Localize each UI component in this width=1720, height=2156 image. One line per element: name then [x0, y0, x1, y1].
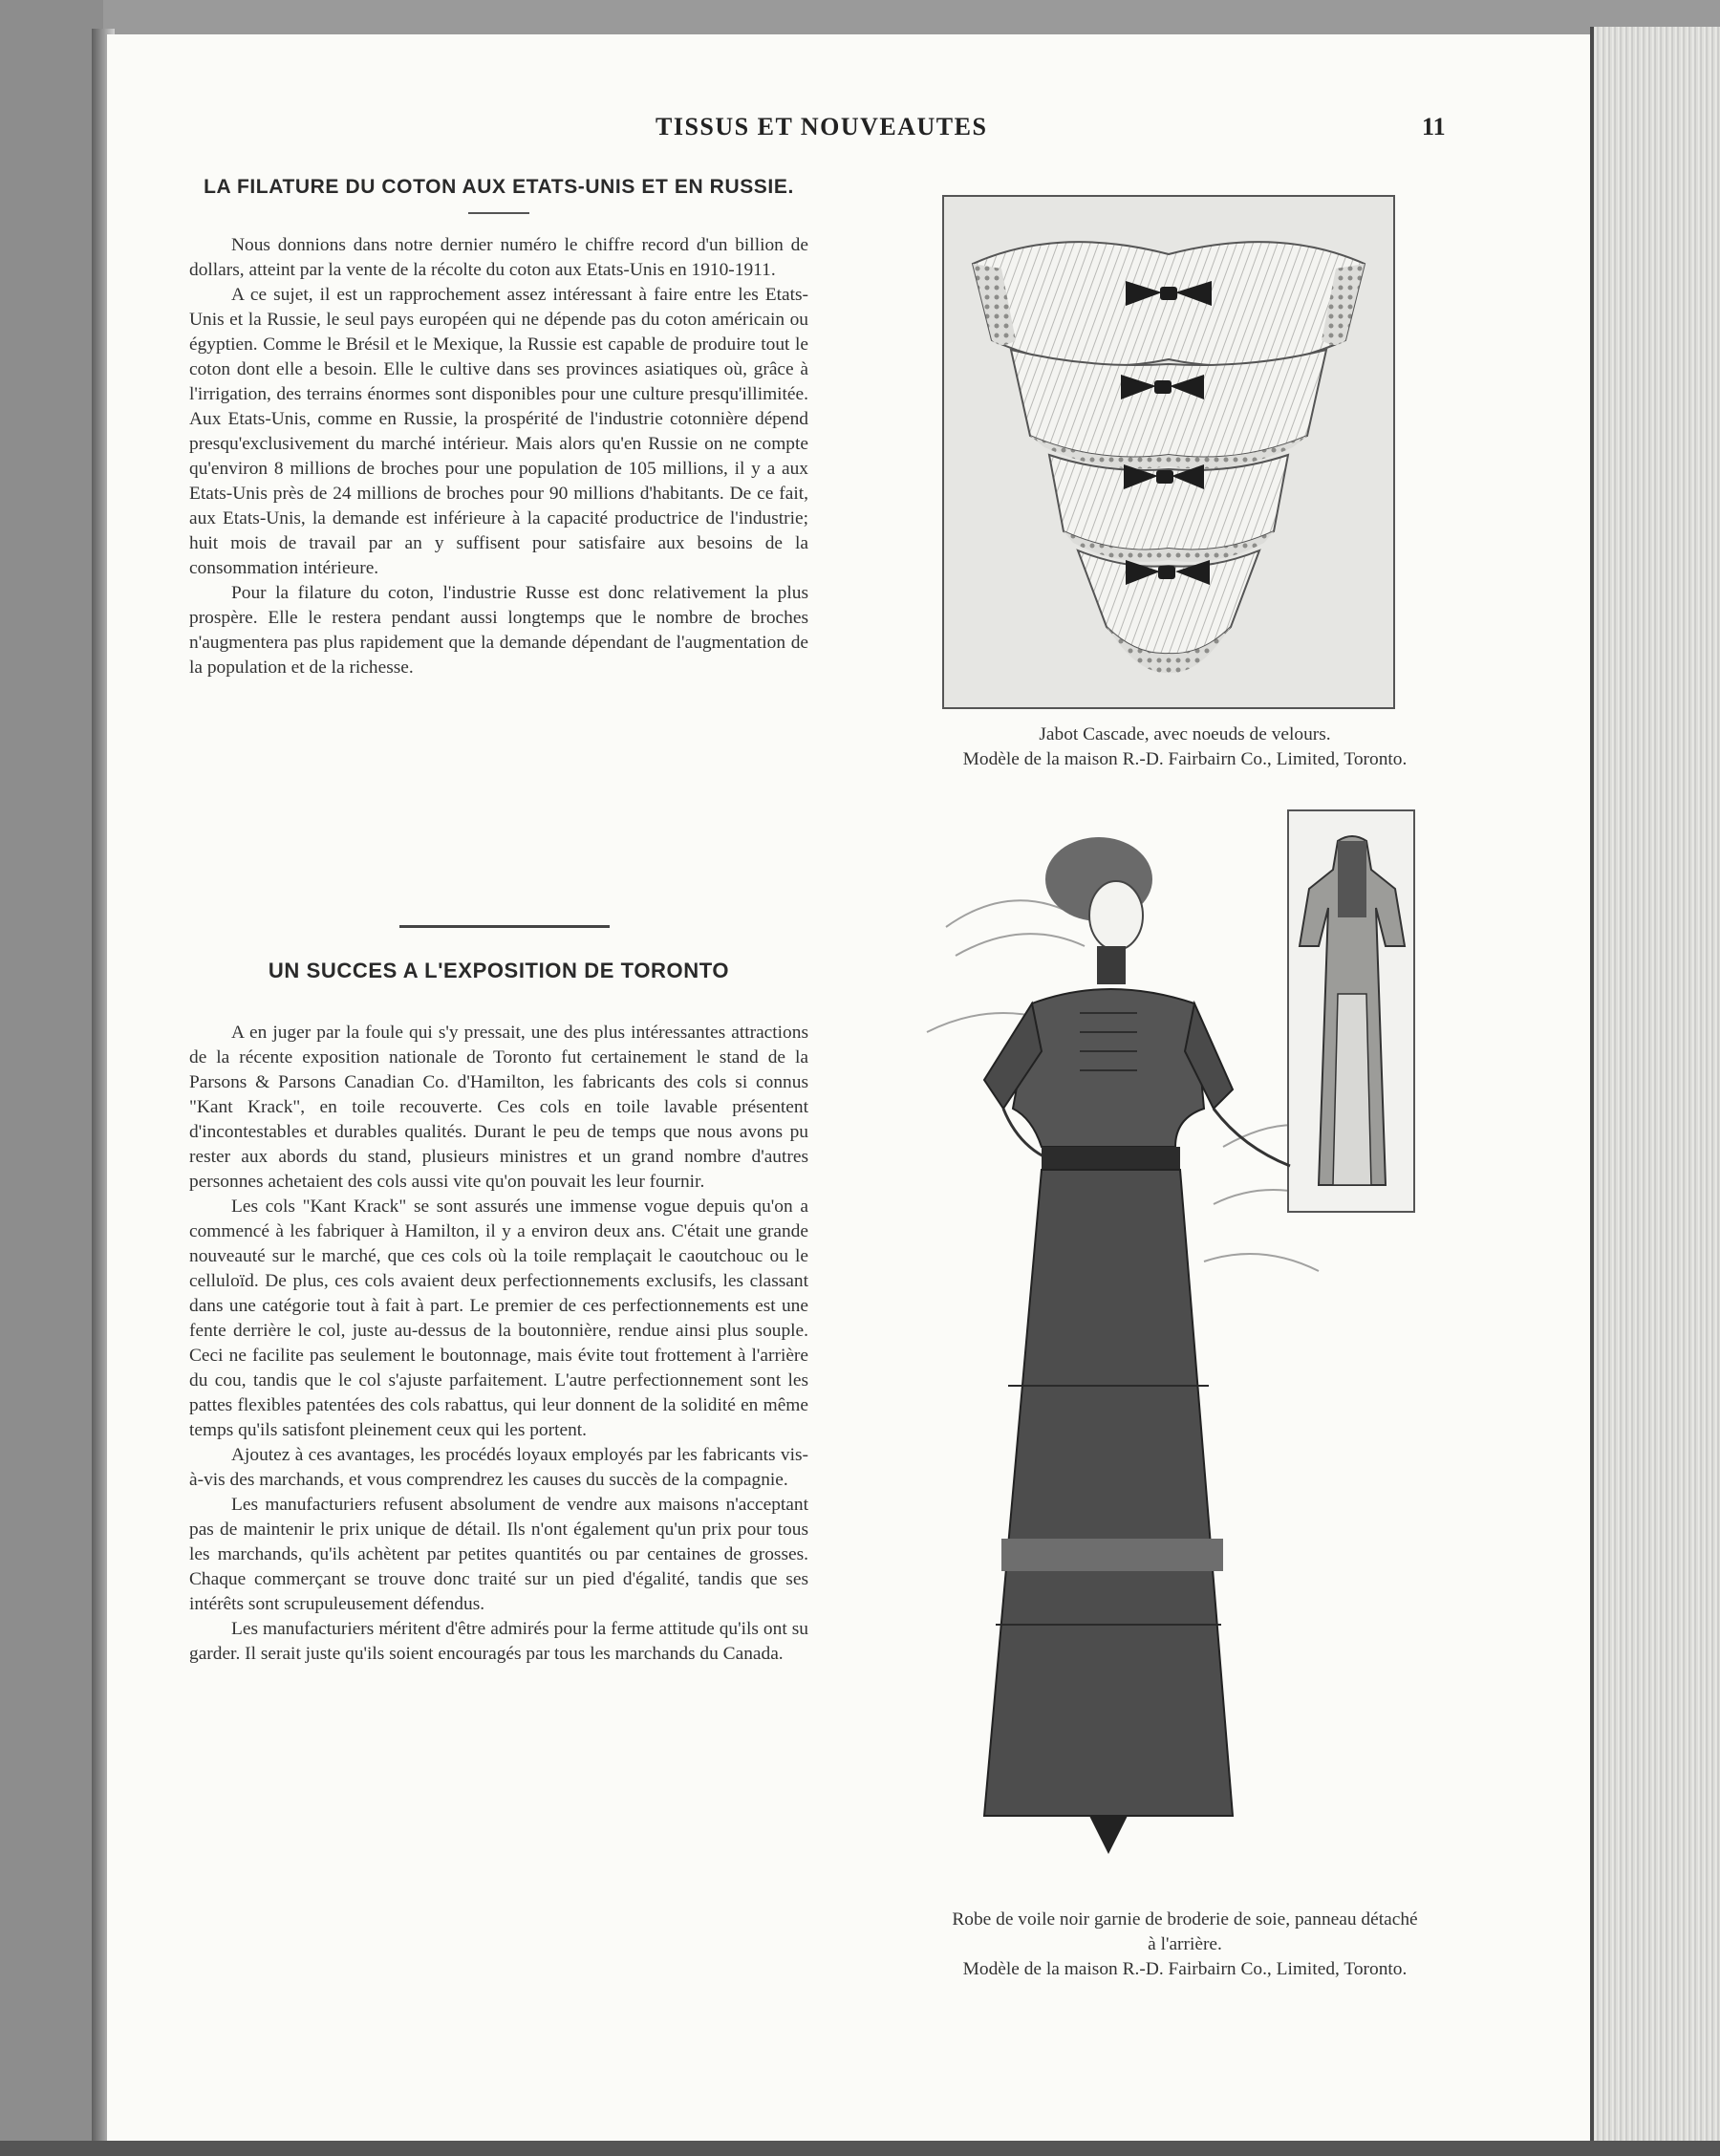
article-cotton — [189, 172, 808, 680]
article-body — [189, 233, 808, 680]
paragraph: Ajoutez à ces avantages, les procédés loyaux employés par les fabricants vis-à-vis des marchands, et vous comprendrez les causes du succès de la compagnie. — [189, 1445, 808, 1490]
dress-illustration — [889, 803, 1424, 1883]
scan-border-top — [0, 0, 1720, 38]
paragraph: Les cols "Kant Krack" se sont assurés une immense vogue depuis qu'on a commencé à les fabriquer à Hamilton, il y a environ deux ans. C'était une grande nouveauté sur le marché, que ces cols où la toile remplaçait le caoutchouc ou le celluloïd. De plus, ces cols avaient deux perfectionnements exclusifs, les classant dans une catégorie tout à fait à part. Le premier de ces perfectionnements est une fente derrière le col, juste au-dessus de la boutonnière, rendue ainsi plus souple. Ceci ne facilite pas seulement le boutonnage, mais évite tout frottement à l'arrière du cou, tandis que le col s'ajuste parfaitement. L'autre perfectionnement sont les pattes flexibles patentées des cols rabattus, qui leur donnent de la solidité en même temps qu'ils satisfont pleinement ceux qui les portent. — [189, 1197, 808, 1440]
paragraph: A en juger par la foule qui s'y pressait, une des plus intéressantes attractions de la récente exposition nationale de Toronto fut certainement le stand de la Parsons & Parsons Canadian Co. d'Hamilton, les fabricants des cols si connus "Kant Krack", en toile recouverte. Ces cols en toile lavable présentent d'incontestables et durables qualités. Durant le peu de temps que nous avons pu rester aux abords du stand, plusieurs ministres et un grand nombre d'autres personnes achetaient des cols aussi vite qu'on pouvait les leur fournir. — [189, 1023, 808, 1192]
paragraph: Les manufacturiers méritent d'être admirés pour la ferme attitude qu'ils ont su garder. Il serait juste qu'ils soient encouragés par tous les marchands du Canada. — [189, 1619, 808, 1664]
caption-line: Modèle de la maison R.-D. Fairbairn Co., Limited, Toronto. — [962, 1959, 1408, 1979]
scan-border-bottom — [0, 2141, 1720, 2156]
jabot-drawing — [944, 197, 1393, 707]
book-page-edges — [1594, 27, 1720, 2148]
caption-line: Jabot Cascade, avec noeuds de velours. — [1039, 724, 1331, 744]
article-body — [189, 1021, 808, 1667]
paragraph: A ce sujet, il est un rapprochement assez intéressant à faire entre les Etats-Unis et la Russie, le seul pays européen qui ne dépende pas du coton américain ou égyptien. Comme le Brésil et le Mexique, la Russie est capable de produire tout le coton dont elle a besoin. Elle le cultive dans ses provinces asiatiques où, grâce à l'irrigation, des terrains énormes sont disponibles pour une culture presqu'illimitée. Aux Etats-Unis, comme en Russie, la prospérité de l'industrie cotonnière dépend presqu'exclusivement du marché intérieur. Mais alors qu'en Russie on ne compte qu'environ 8 millions de broches pour une population de 105 millions, il y a aux Etats-Unis près de 24 millions de broches pour 90 millions d'habitants. De ce fait, aux Etats-Unis, la demande est inférieure à la capacité productrice de l'industrie; huit mois de travail par an y suffisent pour satisfaire aux besoins de la consommation intérieure. — [189, 285, 808, 578]
paragraph: Nous donnions dans notre dernier numéro le chiffre record d'un billion de dollars, atteint par la vente de la récolte du coton aux Etats-Unis en 1910-1911. — [189, 235, 808, 280]
dress-drawing — [889, 803, 1424, 1883]
article-title: UN SUCCES A L'EXPOSITION DE TORONTO — [268, 959, 730, 982]
section-divider — [399, 925, 610, 928]
figure1-caption — [860, 722, 1510, 772]
title-rule — [468, 212, 529, 214]
caption-line: Robe de voile noir garnie de broderie de soie, panneau détaché — [952, 1909, 1418, 1930]
paragraph: Pour la filature du coton, l'industrie Russe est donc relativement la plus prospère. Elle le restera pendant aussi longtemps que le nombre de broches n'augmentera pas plus rapidement que la demande dépendant de l'augmentation de la population et de la richesse. — [189, 583, 808, 678]
jabot-illustration — [942, 195, 1395, 709]
page-number: 11 — [1422, 113, 1446, 140]
figure2-caption — [860, 1908, 1510, 1982]
running-head: TISSUS ET NOUVEAUTES — [656, 113, 988, 140]
article-title: LA FILATURE DU COTON AUX ETATS-UNIS ET EN RUSSIE. — [204, 176, 794, 198]
caption-line: Modèle de la maison R.-D. Fairbairn Co., Limited, Toronto. — [962, 749, 1408, 769]
paragraph: Les manufacturiers refusent absolument de vendre aux maisons n'acceptant pas de maintenir le prix unique de détail. Ils n'ont également qu'un prix pour tous les marchands, qu'ils achètent par petites quantités ou par centaines de grosses. Chaque commerçant se trouve donc traité sur un pied d'égalité, tandis que ses intérêts sont scrupuleusement défendus. — [189, 1495, 808, 1614]
caption-line: à l'arrière. — [1148, 1934, 1222, 1954]
scan-border-left — [0, 0, 103, 2156]
